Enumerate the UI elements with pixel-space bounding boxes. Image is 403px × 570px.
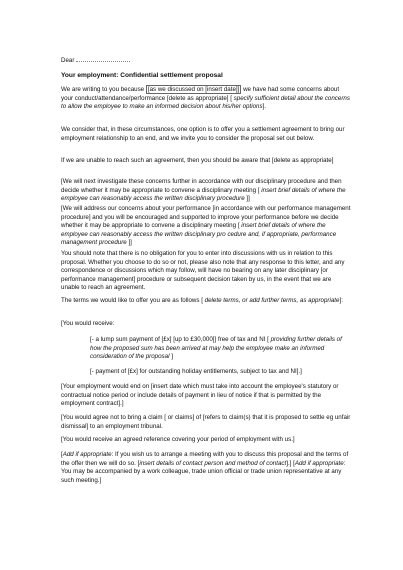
paragraph-purpose: We are writing to you because [as we discussed on [insert date]] we have had some concerns about your conduct/attendance/performance [delete as appropriate] [ specify sufficient detail about the concerns to allow the employee to make an informed decision about his/her options]. [61,86,350,111]
paragraph-no-agreement: If we are unable to reach such an agreement, then you should be aware that [delete as appropriate] [61,157,334,164]
recipient-name-blank [76,55,130,62]
letter-title: Your employment: Confidential settlement proposal [61,72,223,79]
paragraph-no-claim: [You would agree not to bring a claim [ or claims] of [refers to claim(s) that it is proposed to settle eg unfair dismissal] to an employment tribunal. [61,414,351,430]
paragraph-meeting: [Add if appropriate: If you wish us to arrange a meeting with you to discuss this proposal and the terms of the offer then we will do so. [insert details of contact person and method of contact].] [Add if appropriate: You may be accompanied by a work colleague, trade union official or trade union representative at any such meeting.] [61,451,349,484]
salutation-text: Dear [61,57,75,64]
paragraph-terms-intro: The terms we would like to offer you are as follows [ delete terms, or add further terms, as appropriate]: [61,297,343,304]
paragraph-performance: [We will address our concerns about your performance [in accordance with our performance management procedure] and you will be encouraged and supported to improve your performance before we decide whether it may be appropriate to convene a disciplinary meeting [ insert brief details of where the employee can reasonably access the written disciplinary pro cedure and, if appropriate, performance management procedure ]] [61,205,351,247]
salutation [61,55,351,66]
term-lump-sum: [- a lump sum payment of [£x] [up to £30,000]] free of tax and NI [ providing further details of how the proposed sum has been arrived at may help the employee make an informed consideration of the proposal ] [90,336,342,361]
paragraph-end-date: [Your employment would end on [insert date which must take into account the employee's statutory or contractual notice period or include details of payment in lieu of notice if that is permitted by the employment contract].] [61,383,339,408]
paragraph-no-obligation: You should note that there is no obligation for you to enter into discussions with us in relation to this proposal. Whether you choose to do so or not, please also note that any response to this letter, and any correspondence or discussions which may follow, will have no bearing on any later disciplinary [or performance management] procedure or subsequent decision taken by us, in the event that we are unable to reach an agreement. [61,250,345,292]
term-holiday-pay: [- payment of [£x] for outstanding holiday entitlements, subject to tax and NI].] [90,368,302,375]
paragraph-you-would-receive: [You would receive: [61,320,115,327]
paragraph-reference: [You would receive an agreed reference covering your period of employment with us.] [61,436,295,443]
paragraph-disciplinary: [We will next investigate these concerns further in accordance with our disciplinary procedure and then decide whether it may be appropriate to convene a disciplinary meeting [ insert brief details of where the employee can reasonably access the written disciplinary procedure ]] [61,178,346,203]
paragraph-option: We consider that, in these circumstances, one option is to offer you a settlement agreement to bring our employment relationship to an end, and we invite you to consider the proposal set out below. [61,126,345,142]
highlighted-date-field: [as we discussed on [insert date]] [147,86,240,93]
